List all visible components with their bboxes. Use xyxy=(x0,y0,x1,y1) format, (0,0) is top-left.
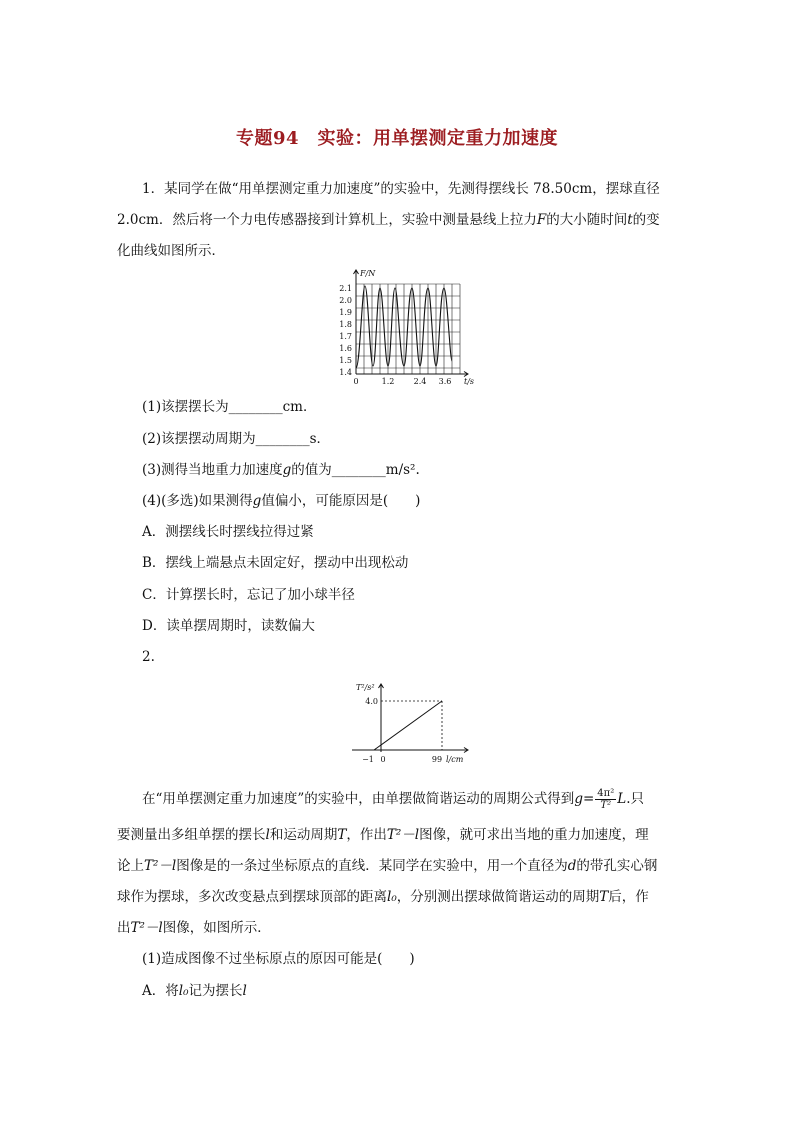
q1-sub-4: (4)(多选)如果测得g值偏小，可能原因是( ) xyxy=(142,493,421,509)
chart2-x-value: 99 xyxy=(431,755,443,764)
q1-option-b: B．摆线上端悬点未固定好，摆动中出现松动 xyxy=(142,555,409,571)
chart1-y-tick: 1.9 xyxy=(339,308,352,317)
chart2-x-zero: 0 xyxy=(380,755,386,764)
chart1-y-label: F/N xyxy=(360,269,376,278)
chart1-x-tick: 3.6 xyxy=(438,377,452,386)
q2-line-2: 要测量出多组单摆的摆长l和运动周期T，作出T²－l图像，就可求出当地的重力加速度，理 xyxy=(117,827,649,843)
formula-fraction: $\frac{\text{4π²}}{\text{T²}}$ xyxy=(597,788,615,811)
force-time-chart xyxy=(326,266,486,388)
q1-sub-1: (1)该摆摆长为________cm． xyxy=(142,399,317,415)
q2-number: 2. xyxy=(142,649,155,665)
q1-line-1: 1．某同学在做“用单摆测定重力加速度”的实验中，先测得摆线长 78.50cm，摆球直径 xyxy=(142,181,660,197)
chart1-x-label: t/s xyxy=(464,377,475,386)
chart2-x-neg: −1 xyxy=(362,755,374,764)
q2-option-a: A．将l₀记为摆长l xyxy=(142,983,247,999)
chart2-guides xyxy=(381,701,442,750)
q1-option-c: C．计算摆长时，忘记了加小球半径 xyxy=(142,587,355,603)
q2-line-1: 在“用单摆测定重力加速度”的实验中，由单摆做简谐运动的周期公式得到g= $\frac{\text{4π²}}{\text{T²}}$ L.只 xyxy=(142,788,644,811)
q2-sub-1: (1)造成图像不过坐标原点的原因可能是( ) xyxy=(142,951,415,967)
period-squared-length-chart xyxy=(338,676,478,768)
chart2-y-value: 4.0 xyxy=(365,697,378,706)
chart1-y-tick: 1.5 xyxy=(339,356,352,365)
chart2-y-label: T²/s² xyxy=(356,683,375,692)
chart1-x-tick: 1.2 xyxy=(381,377,395,386)
q1-sub-2: (2)该摆摆动周期为________s． xyxy=(142,431,331,447)
q1-line-2: 2.0cm．然后将一个力电传感器接到计算机上，实验中测量悬线上拉力F的大小随时间t的变 xyxy=(117,212,660,228)
q1-sub-3: (3)测得当地重力加速度g的值为________m/s². xyxy=(142,462,420,478)
chart1-axes xyxy=(354,270,469,377)
chart1-x-tick: 2.4 xyxy=(413,377,427,386)
chart1-y-tick: 1.7 xyxy=(339,332,352,341)
chart2-x-label: l/cm xyxy=(446,755,464,764)
q1-line-3: 化曲线如图所示． xyxy=(117,243,225,259)
q1-option-d: D．读单摆周期时，读数偏大 xyxy=(142,618,315,634)
chart1-y-tick: 1.4 xyxy=(339,368,352,377)
q2-line-4: 球作为摆球，多次改变悬点到摆球顶部的距离l₀，分别测出摆球做简谐运动的周期T后，作 xyxy=(117,889,649,905)
chart1-x-tick: 0 xyxy=(353,377,359,386)
q2-line-5: 出T²－l图像，如图所示． xyxy=(117,920,271,936)
chart1-y-tick: 1.6 xyxy=(339,344,352,353)
chart1-y-tick: 2.0 xyxy=(339,296,352,305)
q1-option-a: A．测摆线长时摆线拉得过紧 xyxy=(142,524,314,540)
chart1-y-ticks xyxy=(339,284,352,377)
chart1-x-ticks xyxy=(353,377,451,386)
page-title: 专题94 实验：用单摆测定重力加速度 xyxy=(235,128,559,149)
chart2-data-line xyxy=(374,701,442,750)
q2-line-3: 论上T²－l图像是的一条过坐标原点的直线．某同学在实验中，用一个直径为d的带孔实心钢 xyxy=(117,858,658,874)
chart1-y-tick: 1.8 xyxy=(339,320,352,329)
chart2-axes xyxy=(352,684,468,753)
chart1-y-tick: 2.1 xyxy=(339,284,352,293)
